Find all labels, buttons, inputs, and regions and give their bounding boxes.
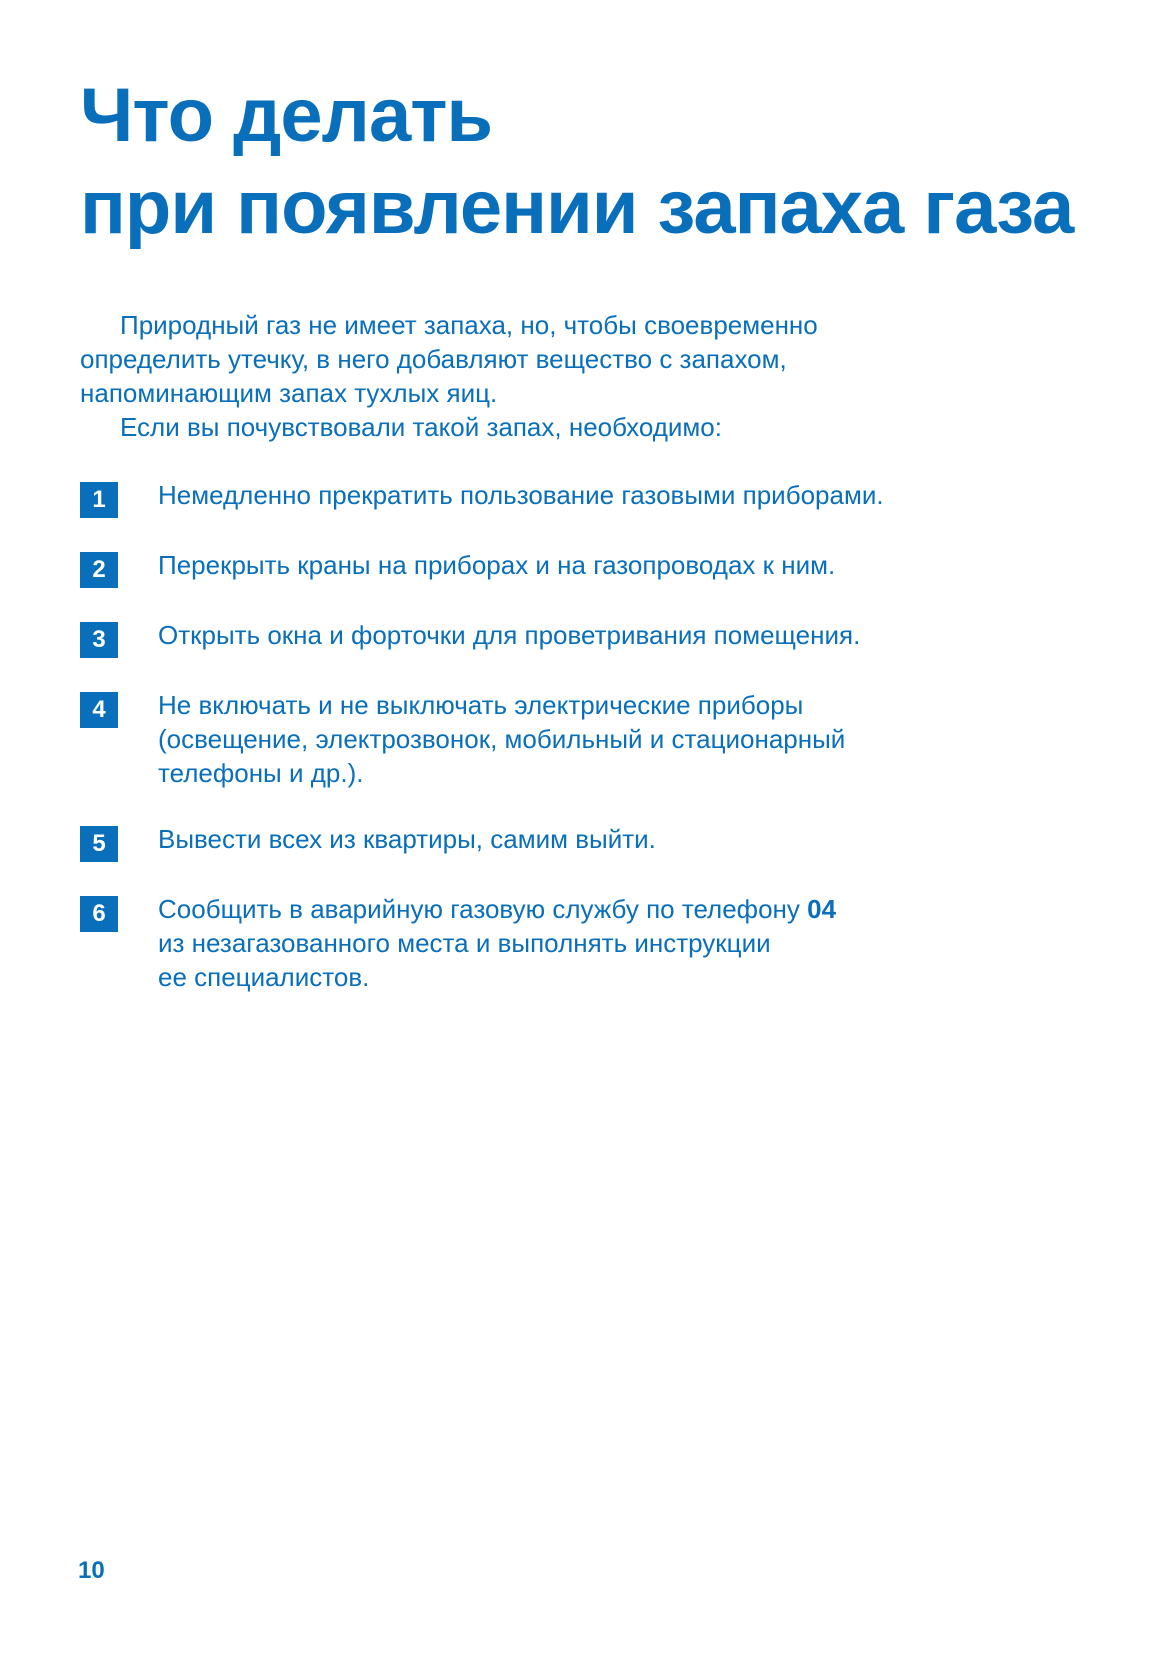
step-text	[158, 618, 978, 652]
step-text-line: Перекрыть краны на приборах и на газопроводах к ним.	[158, 550, 836, 580]
page-title	[80, 70, 1140, 254]
title-line-2: при появлении запаха газа	[80, 165, 1074, 250]
intro-text	[80, 308, 940, 444]
step-text-line: Вывести всех из квартиры, самим выйти.	[158, 824, 656, 854]
step-text	[158, 822, 978, 856]
step-text-line: Немедленно прекратить пользование газовыми приборами.	[158, 480, 884, 510]
step-text	[158, 548, 978, 582]
step-text-line	[158, 892, 978, 926]
step-text-line: телефоны и др.).	[158, 758, 364, 788]
intro-paragraph-1: Природный газ не имеет запаха, но, чтобы своевременно определить утечку, в него добавляют вещество с запахом, напоминающим запах тухлых яиц.	[80, 310, 818, 408]
step-number-badge: 5	[80, 826, 118, 862]
step-text-line: из незагазованного места и выполнять инструкции	[158, 928, 771, 958]
step-text-line: Не включать и не выключать электрические приборы	[158, 690, 804, 720]
step-text-line: (освещение, электрозвонок, мобильный и стационарный	[158, 724, 846, 754]
step-number-badge: 1	[80, 482, 118, 518]
step-number-badge: 2	[80, 552, 118, 588]
page-number: 10	[78, 1557, 105, 1584]
step-text	[158, 688, 978, 790]
step-number-badge: 6	[80, 896, 118, 932]
intro-paragraph-2: Если вы почувствовали такой запах, необходимо:	[120, 412, 722, 442]
step-number-badge: 3	[80, 622, 118, 658]
step-text-line: ее специалистов.	[158, 962, 370, 992]
step-text-line: Открыть окна и форточки для проветривания помещения.	[158, 620, 861, 650]
step-number-badge: 4	[80, 692, 118, 728]
emergency-phone-number: 04	[807, 894, 837, 924]
title-line-1: Что делать	[80, 73, 493, 158]
step-text	[158, 478, 978, 512]
step-text-segment: Сообщить в аварийную газовую службу по телефону	[158, 894, 808, 924]
step-text	[158, 892, 978, 994]
